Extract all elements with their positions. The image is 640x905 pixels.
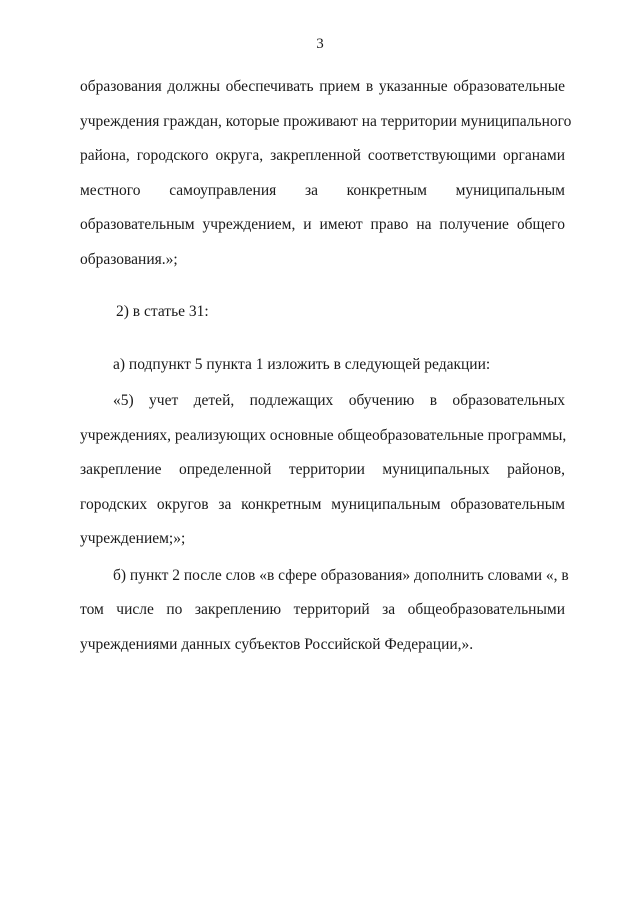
item-2-heading: 2) в статье 31: <box>116 303 209 320</box>
quoted-clause-5 <box>80 384 565 557</box>
paragraph-gap <box>80 277 565 295</box>
text-line: том числе по закреплению территорий за общеобразовательными <box>80 601 565 618</box>
text-line: б) пункт 2 после слов «в сфере образования» дополнить словами «, в <box>113 566 569 584</box>
text-line: местного самоуправления за конкретным муниципальным <box>80 181 565 199</box>
text-line: образовательным учреждением, и имеют право на получение общего <box>80 216 565 233</box>
text-line: образования.»; <box>80 250 178 268</box>
text-line: учреждения граждан, которые проживают на территории муниципального <box>80 112 572 130</box>
paragraph-continuation <box>80 70 572 277</box>
subitem-a: а) подпункт 5 пункта 1 изложить в следующей редакции: <box>113 355 491 373</box>
text-line: района, городского округа, закрепленной соответствующими органами <box>80 147 565 164</box>
page-number: 3 <box>316 36 324 52</box>
document-body <box>80 70 572 662</box>
text-line: городских округов за конкретным муниципальным образовательным <box>80 495 565 513</box>
subitem-b <box>80 559 569 663</box>
text-line: учреждениях, реализующих основные общеобразовательные программы, <box>80 426 567 444</box>
text-line: учреждением;»; <box>80 530 186 547</box>
text-line: образования должны обеспечивать прием в указанные образовательные <box>80 78 565 95</box>
text-line: закрепление определенной территории муниципальных районов, <box>80 461 565 478</box>
text-line: учреждениями данных субъектов Российской Федерации,». <box>80 635 474 653</box>
text-line: «5) учет детей, подлежащих обучению в образовательных <box>113 392 565 409</box>
paragraph-gap <box>80 330 565 348</box>
